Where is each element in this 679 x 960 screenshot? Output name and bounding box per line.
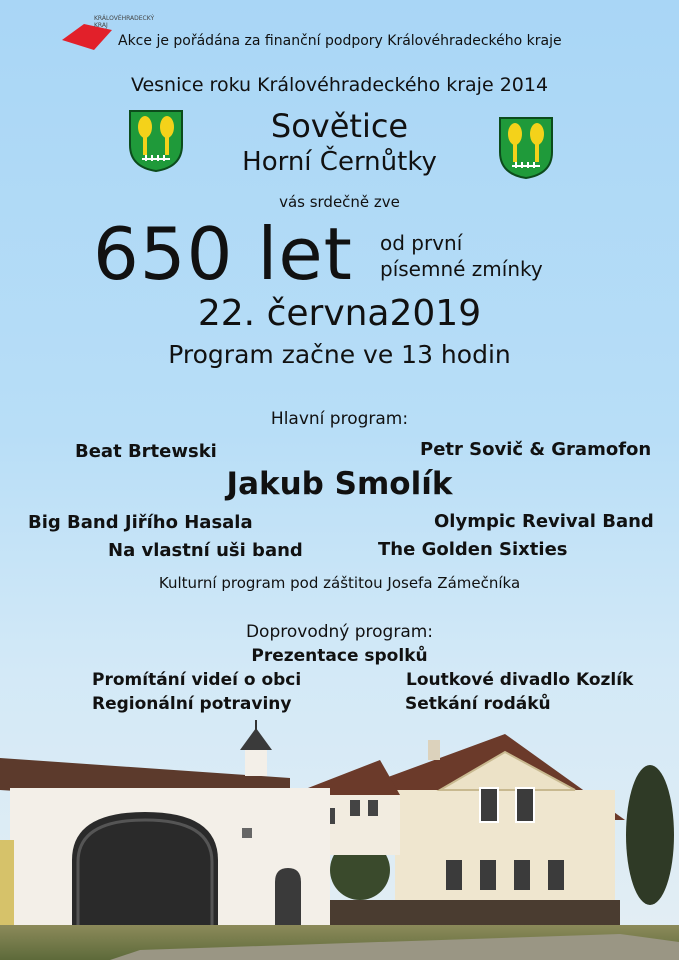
sponsor-text: Akce je pořádána za finanční podpory Královéhradeckého kraje xyxy=(118,33,562,49)
side-program-item: Regionální potraviny xyxy=(92,694,292,714)
logo-text: KRÁLOVÉHRADECKÝ KRAJ xyxy=(94,15,155,29)
cultural-patronage: Kulturní program pod záštitou Josefa Zámečníka xyxy=(158,574,521,592)
performer: Olympic Revival Band xyxy=(434,511,654,532)
headliner: Jakub Smolík xyxy=(226,466,453,502)
performer: Na vlastní uši band xyxy=(108,540,303,561)
performer: Petr Sovič & Gramofon xyxy=(420,439,652,460)
award-title: Vesnice roku Královéhradeckého kraje 2014 xyxy=(130,74,549,96)
side-program-item: Promítání videí o obci xyxy=(92,670,302,690)
side-program-item: Loutkové divadlo Kozlík xyxy=(406,670,634,690)
main-program-heading: Hlavní program: xyxy=(270,409,409,429)
start-time: Program začne ve 13 hodin xyxy=(168,340,511,369)
village-name-2: Horní Černůtky xyxy=(242,147,437,177)
village-name-1: Sovětice xyxy=(270,107,409,145)
anniversary-sub-1: od první xyxy=(380,231,463,255)
anniversary-number: 650 let xyxy=(93,212,353,296)
side-program-item: Setkání rodáků xyxy=(405,694,551,714)
event-date: 22. června2019 xyxy=(197,293,482,334)
performer: Beat Brtewski xyxy=(75,441,217,462)
invite-text: vás srdečně zve xyxy=(279,193,400,211)
performer: Big Band Jiřího Hasala xyxy=(28,512,253,533)
village-farmstead-photo xyxy=(0,720,679,960)
side-program-heading: Doprovodný program: xyxy=(245,622,434,642)
side-program-item: Prezentace spolků xyxy=(251,646,428,666)
performer: The Golden Sixties xyxy=(378,539,568,560)
anniversary-sub-2: písemné zmínky xyxy=(380,257,543,281)
